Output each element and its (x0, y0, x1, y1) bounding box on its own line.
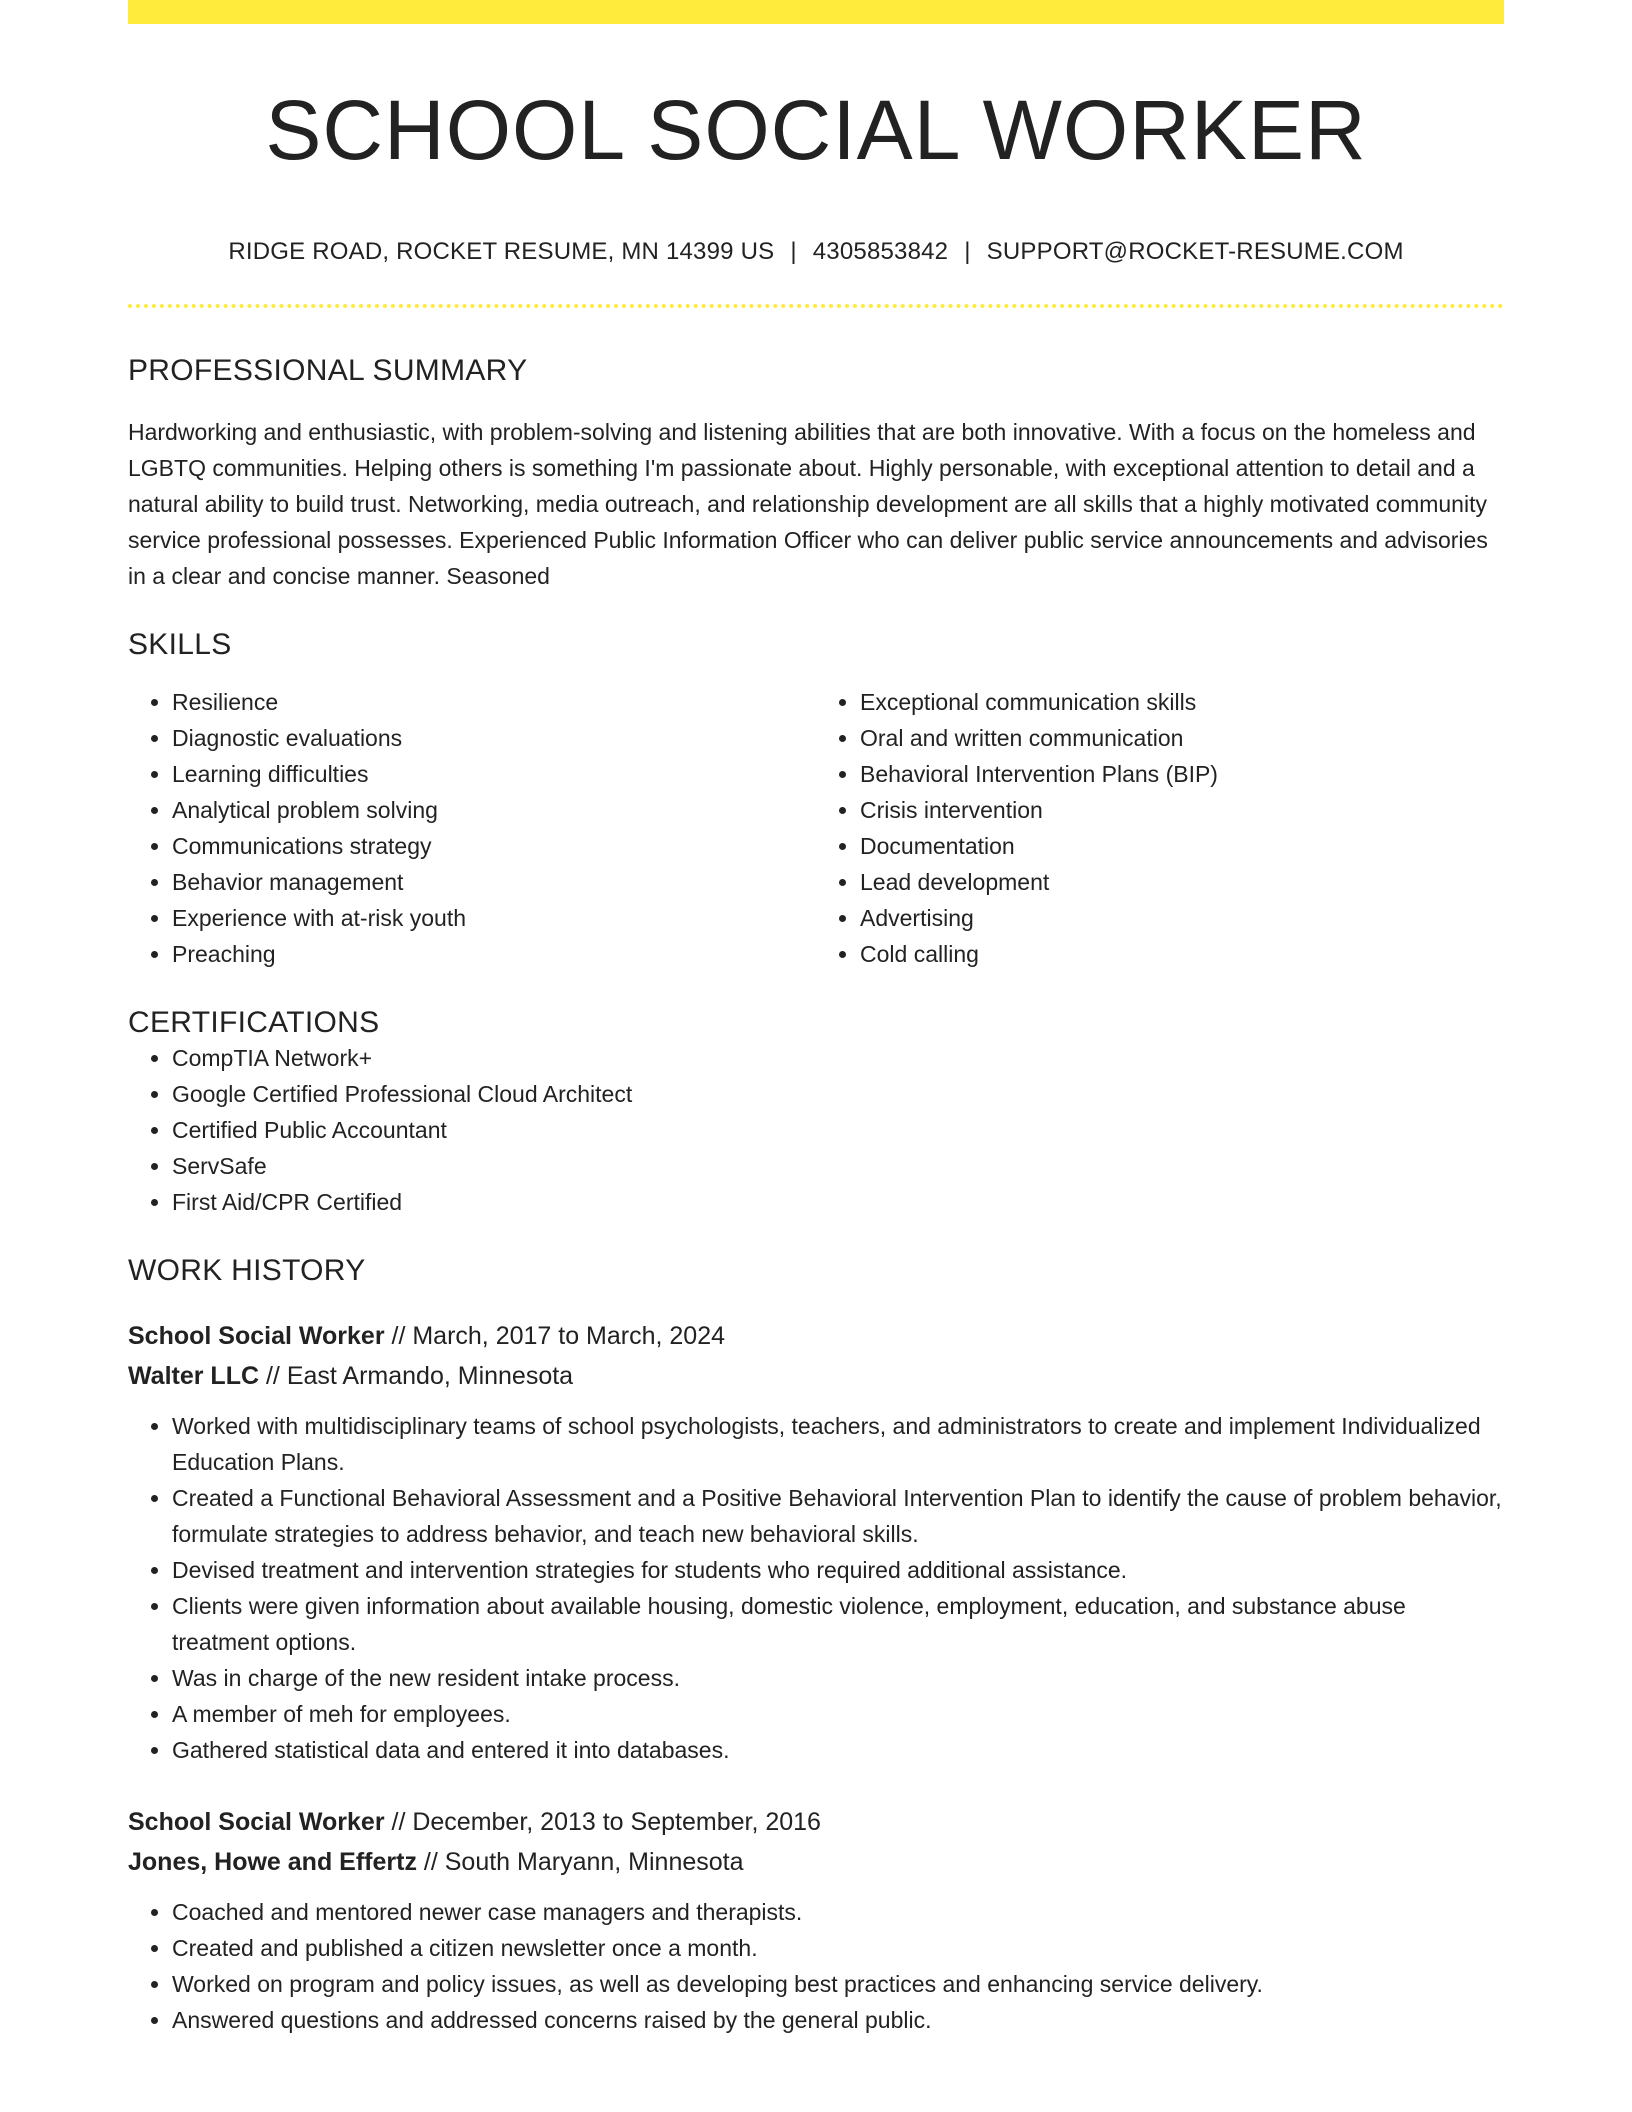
job-bullet: • Clients were given information about available housing, domestic violence, employment, education, and substance abuse treatment options. (172, 1588, 1504, 1660)
contact-phone[interactable]: 4305853842 (812, 238, 949, 266)
contact-line (128, 238, 1504, 266)
job-bullet: • Created a Functional Behavioral Assessment and a Positive Behavioral Intervention Plan to identify the cause of problem behavior, formulate strategies to address behavior, and teach new behavioral skills. (172, 1480, 1504, 1552)
job-role: School Social Worker (128, 1808, 385, 1837)
skill-item: • Cold calling (860, 936, 1504, 972)
job-bullet: • Created and published a citizen newsletter once a month. (172, 1930, 1504, 1966)
job-company-line (128, 1356, 1504, 1396)
certifications-list (128, 1040, 1504, 1220)
resume-page (128, 0, 1504, 2038)
job-bullet: • Worked on program and policy issues, as well as developing best practices and enhancing service delivery. (172, 1966, 1504, 2002)
contact-separator: | (964, 238, 971, 266)
dotted-divider (128, 304, 1504, 308)
skill-item: • Analytical problem solving (172, 792, 816, 828)
job-company: Jones, Howe and Effertz (128, 1848, 417, 1877)
job-bullet: • Gathered statistical data and entered it into databases. (172, 1732, 1504, 1768)
accent-bar (128, 0, 1504, 24)
certification-item: • Google Certified Professional Cloud Architect (172, 1076, 1504, 1112)
job-entry (128, 1316, 1504, 1768)
certification-item: • ServSafe (172, 1148, 1504, 1184)
job-location: // South Maryann, Minnesota (416, 1848, 744, 1877)
job-bullets (128, 1894, 1504, 2038)
job-role-line (128, 1802, 1504, 1842)
contact-separator: | (790, 238, 797, 266)
job-role-line (128, 1316, 1504, 1356)
job-entry (128, 1802, 1504, 2038)
job-bullet: • Worked with multidisciplinary teams of school psychologists, teachers, and administrators to create and implement Individualized Education Plans. (172, 1408, 1504, 1480)
skill-item: • Preaching (172, 936, 816, 972)
job-bullet: • Answered questions and addressed concerns raised by the general public. (172, 2002, 1504, 2038)
job-bullet: • A member of meh for employees. (172, 1696, 1504, 1732)
contact-email[interactable]: SUPPORT@ROCKET-RESUME.COM (986, 238, 1404, 266)
skill-item: • Experience with at-risk youth (172, 900, 816, 936)
job-dates: // March, 2017 to March, 2024 (384, 1322, 726, 1351)
skill-item: • Crisis intervention (860, 792, 1504, 828)
skills-list-left (128, 684, 816, 972)
job-bullets (128, 1408, 1504, 1768)
job-dates: // December, 2013 to September, 2016 (384, 1808, 821, 1837)
skill-item: • Behavioral Intervention Plans (BIP) (860, 756, 1504, 792)
summary-text: Hardworking and enthusiastic, with problem-solving and listening abilities that are both innovative. With a focus on the homeless and LGBTQ communities. Helping others is something I'm passionate about. Highly personable, with exceptional attention to detail and a natural ability to build trust. Networking, media outreach, and relationship development are all skills that a highly motivated community service professional possesses. Experienced Public Information Officer who can deliver public service announcements and advisories in a clear and concise manner. Seasoned (128, 419, 1488, 590)
certification-item: • Certified Public Accountant (172, 1112, 1504, 1148)
skill-item: • Advertising (860, 900, 1504, 936)
resume-name: SCHOOL SOCIAL WORKER (265, 83, 1367, 177)
skill-item: • Learning difficulties (172, 756, 816, 792)
job-bullet: • Devised treatment and intervention strategies for students who required additional assistance. (172, 1552, 1504, 1588)
job-company-line (128, 1842, 1504, 1882)
skill-item: • Communications strategy (172, 828, 816, 864)
certification-item: • CompTIA Network+ (172, 1040, 1504, 1076)
job-company: Walter LLC (128, 1362, 260, 1391)
contact-address: RIDGE ROAD, ROCKET RESUME, MN 14399 US (228, 238, 775, 266)
skill-item: • Resilience (172, 684, 816, 720)
job-role: School Social Worker (128, 1322, 385, 1351)
job-bullet: • Coached and mentored newer case managers and therapists. (172, 1894, 1504, 1930)
skill-item: • Oral and written communication (860, 720, 1504, 756)
skills-list-right (816, 684, 1504, 972)
skill-item: • Behavior management (172, 864, 816, 900)
skill-item: • Exceptional communication skills (860, 684, 1504, 720)
section-title-work-history: WORK HISTORY (128, 1254, 366, 1288)
skill-item: • Lead development (860, 864, 1504, 900)
skill-item: • Diagnostic evaluations (172, 720, 816, 756)
skills-columns (128, 684, 1504, 972)
skill-item: • Documentation (860, 828, 1504, 864)
section-title-certifications: CERTIFICATIONS (128, 1006, 380, 1040)
section-title-skills: SKILLS (128, 628, 232, 662)
certification-item: • First Aid/CPR Certified (172, 1184, 1504, 1220)
section-title-summary: PROFESSIONAL SUMMARY (128, 354, 528, 388)
job-location: // East Armando, Minnesota (259, 1362, 574, 1391)
job-bullet: • Was in charge of the new resident intake process. (172, 1660, 1504, 1696)
